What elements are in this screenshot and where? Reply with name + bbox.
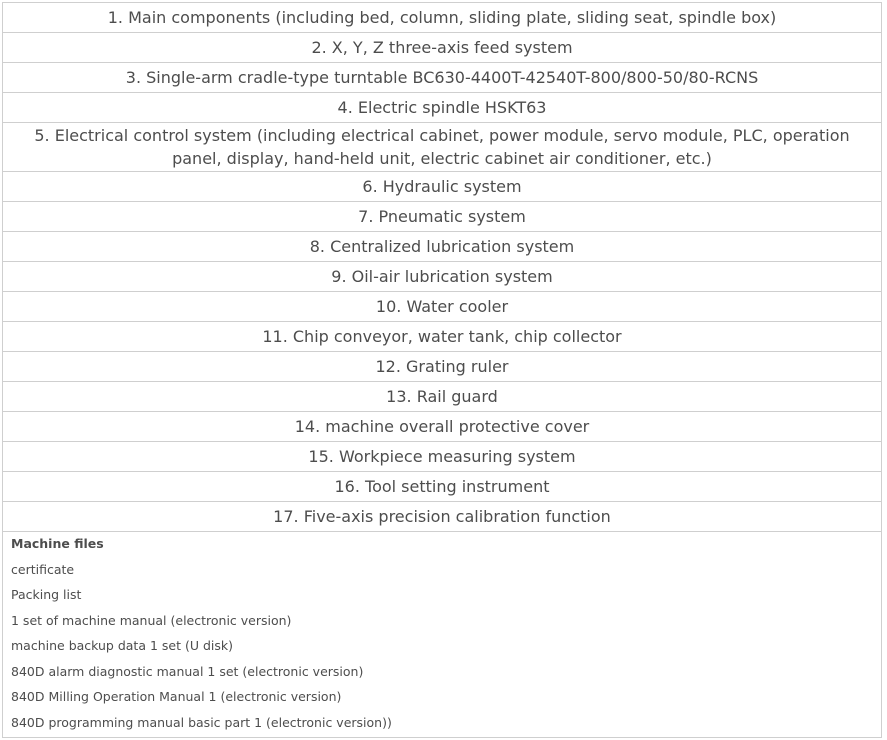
table-cell: 13. Rail guard	[3, 382, 882, 412]
table-row	[3, 3, 882, 33]
list-item: machine backup data 1 set (U disk)	[11, 638, 234, 653]
table-cell: 8. Centralized lubrication system	[3, 232, 882, 262]
list-item: 840D programming manual basic part 1 (electronic version))	[11, 714, 392, 730]
table-row	[3, 322, 882, 352]
table-row	[3, 352, 882, 382]
table-row	[3, 33, 882, 63]
table-row	[3, 202, 882, 232]
table-row	[3, 232, 882, 262]
table-row	[3, 412, 882, 442]
table-row	[3, 442, 882, 472]
table-cell: 6. Hydraulic system	[3, 172, 882, 202]
table-cell: 7. Pneumatic system	[3, 202, 882, 232]
list-item: 840D alarm diagnostic manual 1 set (electronic version)	[11, 663, 364, 679]
table-cell: 11. Chip conveyor, water tank, chip collector	[3, 322, 882, 352]
list-item: Packing list	[11, 587, 82, 602]
table-row	[3, 63, 882, 93]
list-item: 840D Milling Operation Manual 1 (electronic version)	[11, 689, 342, 704]
table-row	[3, 172, 882, 202]
table-cell: 10. Water cooler	[3, 292, 882, 322]
machine-files-list	[11, 531, 392, 735]
table-cell: 16. Tool setting instrument	[3, 472, 882, 502]
table-cell: 4. Electric spindle HSKT63	[3, 93, 882, 123]
list-item: certificate	[11, 561, 75, 577]
machine-files-heading: Machine files	[11, 536, 104, 551]
table-cell: 15. Workpiece measuring system	[3, 442, 882, 472]
components-table	[2, 2, 882, 532]
table-cell: 3. Single-arm cradle-type turntable BC630-4400T-42540T-800/800-50/80-RCNS	[3, 63, 882, 93]
table-row	[3, 382, 882, 412]
table-cell: 17. Five-axis precision calibration function	[3, 502, 882, 532]
table-cell: 9. Oil-air lubrication system	[3, 262, 882, 292]
table-row	[3, 292, 882, 322]
list-item: 1 set of machine manual (electronic version)	[11, 612, 292, 628]
table-cell: 1. Main components (including bed, column, sliding plate, sliding seat, spindle box)	[3, 3, 882, 33]
table-row	[3, 472, 882, 502]
table-row	[3, 93, 882, 123]
table-row	[3, 123, 882, 172]
table-cell: 2. X, Y, Z three-axis feed system	[3, 33, 882, 63]
table-row	[3, 502, 882, 532]
table-row	[3, 262, 882, 292]
table-cell: 14. machine overall protective cover	[3, 412, 882, 442]
table-cell: 12. Grating ruler	[3, 352, 882, 382]
table-cell: 5. Electrical control system (including electrical cabinet, power module, servo module, PLC, operation panel, display, hand-held unit, electric cabinet air conditioner, etc.)	[3, 123, 882, 172]
